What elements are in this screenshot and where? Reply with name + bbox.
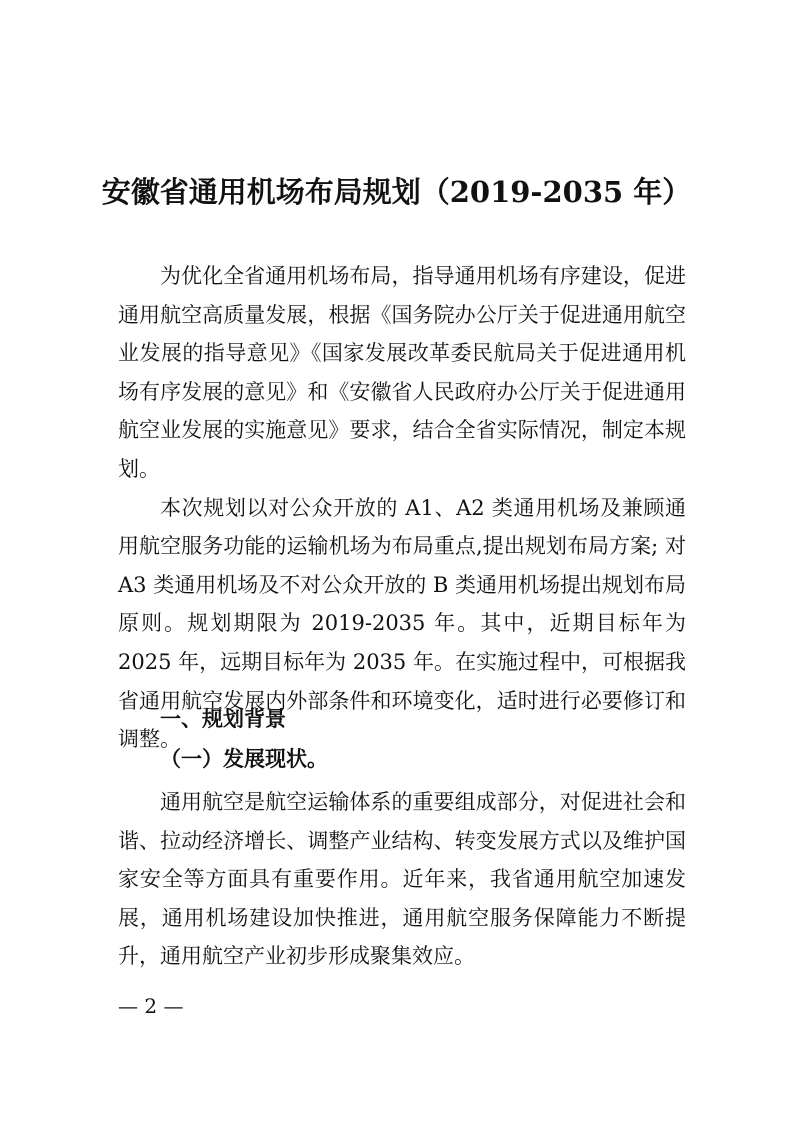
intro-block — [118, 257, 686, 759]
subsection-heading: （一）发展现状。 — [160, 746, 328, 771]
section-paragraph: 通用航空是航空运输体系的重要组成部分，对促进社会和谐、拉动经济增长、调整产业结构、转变发展方式以及维护国家安全等方面具有重要作用。近年来，我省通用航空加速发展，通用机场建设加快推进，通用航空服务保障能力不断提升，通用航空产业初步形成聚集效应。 — [118, 790, 686, 969]
page-number: — 2 — — [118, 994, 184, 1018]
document-title: 安徽省通用机场布局规划（2019-2035 年） — [101, 175, 692, 209]
intro-paragraph-2: 本次规划以对公众开放的 A1、A2 类通用机场及兼顾通用航空服务功能的运输机场为布局重点,提出规划布局方案; 对 A3 类通用机场及不对公众开放的 B 类通用机场提出规划布局原则。规划期限为 2019-2035 年。其中，近期目标年为 2025 年，远期目标年为 2035 年。在实施过程中，可根据我省通用航空发展内外部条件和环境变化，适时进行必要修订和调整。 — [118, 495, 686, 752]
section-heading: 一、规划背景 — [160, 707, 286, 731]
intro-paragraph-1: 为优化全省通用机场布局，指导通用机场有序建设，促进通用航空高质量发展，根据《国务院办公厅关于促进通用航空业发展的指导意见》《国家发展改革委民航局关于促进通用机场有序发展的意见》和《安徽省人民政府办公厅关于促进通用航空业发展的实施意见》要求，结合全省实际情况，制定本规划。 — [118, 264, 686, 481]
section-body — [118, 783, 686, 976]
